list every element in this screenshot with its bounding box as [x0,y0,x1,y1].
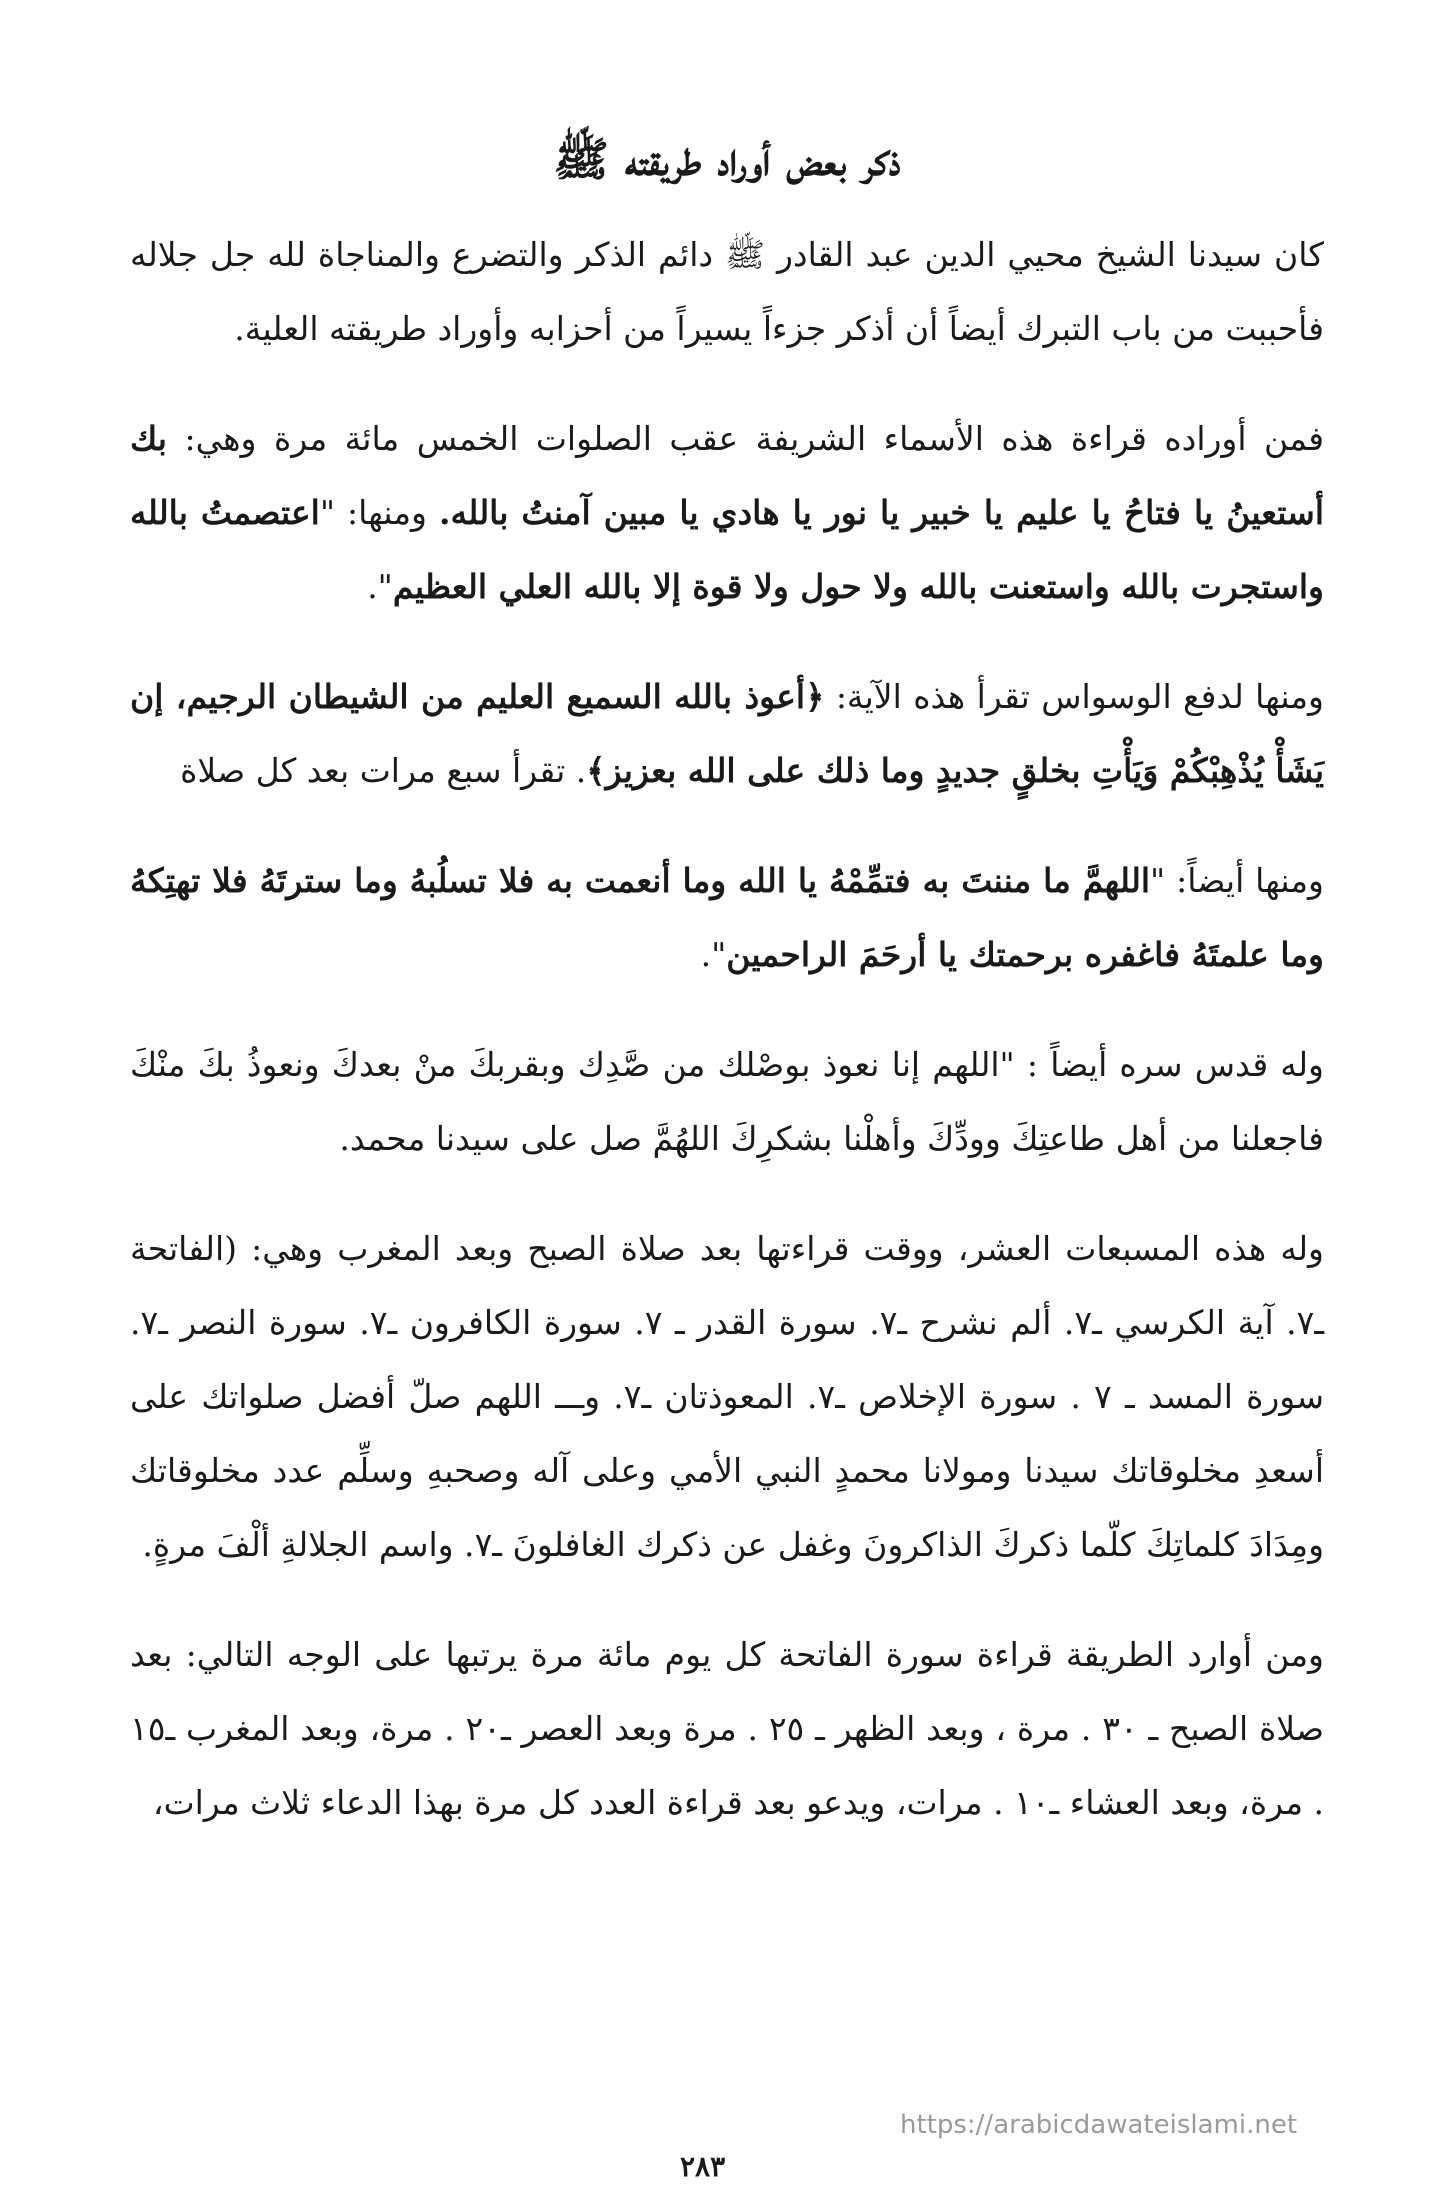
paragraph [130,1028,1324,1176]
bold-text-run: بك أستعينُ يا فتاحُ يا عليم يا خبير يا نور يا هادي يا مبين آمنتُ بالله. [130,418,1324,532]
paragraph [130,1212,1324,1582]
paragraph [130,218,1324,366]
text-run: ومنها: " [319,492,440,532]
paragraph [130,660,1324,808]
text-run: ومنها أيضاً: " [1150,860,1324,900]
body-text [130,218,1324,1840]
text-run: فمن أوراده قراءة هذه الأسماء الشريفة عقب الصلوات الخمس مائة مرة وهي: [167,418,1324,458]
text-run: وله قدس سره أيضاً : "اللهم إنا نعوذ بوصْلك من صَّدِك وبقربكَ منْ بعدكَ ونعوذُ بكَ منْكَ فاجعلنا من أهل طاعتِكَ وودِّكَ وأهلْنا بشكرِكَ اللهُمَّ صل على سيدنا محمد. [130,1044,1324,1158]
page-footer [0,2110,1454,2186]
text-run: . تقرأ سبع مرات بعد كل صلاة [180,750,587,790]
paragraph [130,402,1324,624]
page-title: ذكر بعض أوراد طريقته ﷺ [553,132,901,186]
text-run: ومنها لدفع الوسواس تقرأ هذه الآية: [824,676,1324,716]
bold-text-run: اللهمَّ ما مننتَ به فتمِّمْهُ يا الله وما أنعمت به فلا تسلُبهُ وما سترتَهُ فلا تهتِكهُ وما علمتَهُ فاغفره برحمتك يا أرحَمَ الراحمين [130,860,1324,974]
text-run: وله هذه المسبعات العشر، ووقت قراءتها بعد صلاة الصبح وبعد المغرب وهي: (الفاتحة ـ٧. آية الكرسي ـ٧. ألم نشرح ـ٧. سورة القدر ـ ٧. سورة الكافرون ـ٧. سورة النصر ـ٧. سورة المسد ـ ٧ . سورة الإخلاص ـ٧. المعوذتان ـ٧. وـــ اللهم صلّ أفضل صلواتك على أسعدِ مخلوقاتك سيدنا ومولانا محمدٍ النبي الأمي وعلى آله وصحبهِ وسلِّم عدد مخلوقاتك ومِدَادَ كلماتِكَ كلّما ذكركَ الذاكرونَ وغفل عن ذكرك الغافلونَ ـ٧. واسم الجلالةِ ألْفَ مرةٍ. [130,1228,1324,1564]
text-run: كان سيدنا الشيخ محيي الدين عبد القادر ﷺ دائم الذكر والتضرع والمناجاة لله جل جلاله فأحببت من باب التبرك أيضاً أن أذكر جزءاً يسيراً من أحزابه وأوراد طريقته العلية. [130,234,1324,348]
paragraph [130,844,1324,992]
bold-text-run: اعتصمتُ بالله واستجرت بالله واستعنت بالله ولا حول ولا قوة إلا بالله العلي العظيم [130,492,1324,606]
text-run: ومن أوارد الطريقة قراءة سورة الفاتحة كل يوم مائة مرة يرتبها على الوجه التالي: بعد صلاة الصبح ـ ٣٠ . مرة ، وبعد الظهر ـ ٢٥ . مرة وبعد العصر ـ٢٠ . مرة، وبعد المغرب ـ١٥ . مرة، وبعد العشاء ـ١٠ . مرات، ويدعو بعد قراءة العدد كل مرة بهذا الدعاء ثلاث مرات، [130,1634,1324,1822]
text-run: ". [700,934,727,974]
watermark-url[interactable]: https://arabicdawateislami.net [900,2110,1298,2140]
page-number: ٢٨٣ [680,2150,726,2183]
text-run: ". [367,566,393,606]
bold-text-run: ﴿أعوذ بالله السميع العليم من الشيطان الرجيم، إن يَشَأْ يُذْهِبْكُمْ وَيَأْتِ بخلقٍ جديدٍ وما ذلك على الله بعزيز﴾ [130,676,1324,790]
paragraph [130,1618,1324,1840]
